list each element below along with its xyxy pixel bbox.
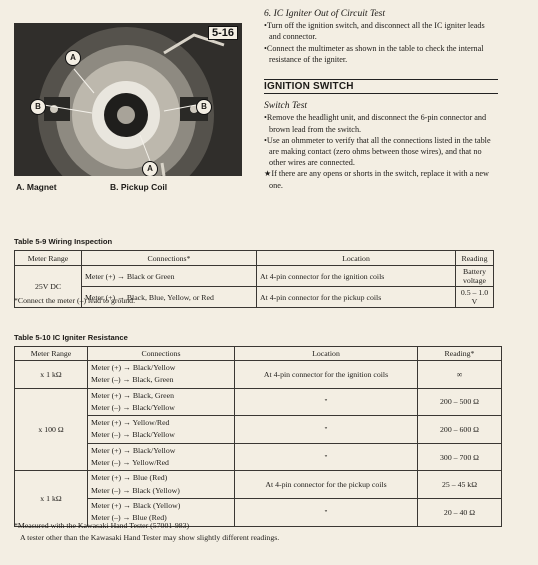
- table-row: [15, 361, 502, 389]
- connection-line: Meter (–) → Black/Yellow: [91, 430, 175, 440]
- table-5-10-note: *Measured with the Kawasaki Hand Tester (57001-983): [14, 521, 190, 530]
- cell-connection: [88, 416, 235, 444]
- step-bullet: •Turn off the ignition switch, and disconnect all the IC igniter leads and connector.: [264, 21, 485, 42]
- cell-reading: 200 – 600 Ω: [418, 416, 502, 444]
- table-5-10-note: A tester other than the Kawasaki Hand Tester may show slightly different readings.: [20, 533, 280, 542]
- cell-connection: [88, 388, 235, 416]
- header-location: Location: [257, 251, 456, 266]
- header-reading: Reading*: [418, 347, 502, 361]
- connection-line: Meter (+) → Yellow/Red: [91, 418, 170, 428]
- connection-line: Meter (–) → Blue (Red): [91, 513, 167, 523]
- cell-connection: Meter (+) → Black or Green: [82, 266, 257, 287]
- table-row: [15, 388, 502, 416]
- cell-connection: [88, 361, 235, 389]
- connection-line: Meter (–) → Black, Green: [91, 375, 174, 385]
- callout-b-left: B: [30, 99, 46, 115]
- bullet: •Remove the headlight unit, and disconnect the 6-pin connector and brown lead from the switch.: [264, 113, 487, 134]
- caption-pickup-coil: B. Pickup Coil: [110, 182, 168, 192]
- cell-meter-range: 25V DC: [15, 266, 82, 308]
- section-heading: IGNITION SWITCH: [264, 79, 498, 94]
- connection-line: Meter (–) → Black/Yellow: [91, 402, 175, 412]
- table-5-9-caption: Table 5-9 Wiring Inspection: [14, 237, 113, 246]
- table-header-row: [15, 251, 494, 266]
- connection-line: Meter (+) → Blue (Red): [91, 473, 168, 483]
- right-column: [264, 8, 498, 191]
- figure-number: 5-16: [208, 26, 238, 40]
- cell-reading: 0.5 – 1.0 V: [456, 287, 494, 308]
- table-header-row: [15, 347, 502, 361]
- connection-line: Meter (–) → Black (Yellow): [91, 485, 180, 495]
- cell-location: ": [235, 443, 418, 471]
- subsection-title: Switch Test: [264, 100, 308, 112]
- callout-a-bottom: A: [142, 161, 158, 176]
- bullet: ★If there are any opens or shorts in the switch, replace it with a new one.: [264, 169, 489, 190]
- cell-connection: [88, 471, 235, 499]
- cell-location: At 4-pin connector for the pickup coils: [235, 471, 418, 499]
- table-row: [15, 471, 502, 499]
- table-5-10-caption: Table 5-10 IC Igniter Resistance: [14, 333, 128, 342]
- cell-reading: ∞: [418, 361, 502, 389]
- connection-line: Meter (+) → Black (Yellow): [91, 500, 181, 510]
- header-location: Location: [235, 347, 418, 361]
- header-meter-range: Meter Range: [15, 251, 82, 266]
- cell-reading: 25 – 45 kΩ: [418, 471, 502, 499]
- cell-location: ": [235, 388, 418, 416]
- caption-magnet: A. Magnet: [16, 182, 57, 192]
- cell-location: At 4-pin connector for the ignition coils: [235, 361, 418, 389]
- header-reading: Reading: [456, 251, 494, 266]
- table-row: [15, 443, 502, 471]
- figure-photo: [14, 23, 242, 176]
- cell-meter-range: x 1 kΩ: [15, 471, 88, 526]
- cell-reading: 20 – 40 Ω: [418, 498, 502, 526]
- ic-igniter-resistance-table: [14, 346, 502, 527]
- cell-reading: Battery voltage: [456, 266, 494, 287]
- table-5-9-note: *Connect the meter (–) lead to ground.: [14, 296, 136, 305]
- bullet: •Use an ohmmeter to verify that all the connections listed in the table are making contact (zero ohms between those wires), and that no other wires are connected.: [264, 135, 491, 168]
- connection-line: Meter (–) → Yellow/Red: [91, 458, 169, 468]
- step-bullet: •Connect the multimeter as shown in the table to check the internal resistance of the igniter.: [264, 43, 484, 64]
- cell-location: At 4-pin connector for the pickup coils: [257, 287, 456, 308]
- callout-a-top: A: [65, 50, 81, 66]
- cell-reading: 200 – 500 Ω: [418, 388, 502, 416]
- connection-line: Meter (+) → Black, Green: [91, 390, 174, 400]
- header-connections: Connections: [88, 347, 235, 361]
- cell-location: At 4-pin connector for the ignition coils: [257, 266, 456, 287]
- connection-line: Meter (+) → Black/Yellow: [91, 445, 176, 455]
- cell-meter-range: x 100 Ω: [15, 388, 88, 471]
- cell-connection: [88, 443, 235, 471]
- cell-location: ": [235, 416, 418, 444]
- table-row: [15, 416, 502, 444]
- connection-line: Meter (+) → Black/Yellow: [91, 363, 176, 372]
- step-title: 6. IC Igniter Out of Circuit Test: [264, 8, 386, 19]
- cell-reading: 300 – 700 Ω: [418, 443, 502, 471]
- header-connections: Connections*: [82, 251, 257, 266]
- table-row: [15, 266, 494, 287]
- cell-location: ": [235, 498, 418, 526]
- header-meter-range: Meter Range: [15, 347, 88, 361]
- callout-b-right: B: [196, 99, 212, 115]
- cell-meter-range: x 1 kΩ: [15, 361, 88, 389]
- cell-connection: Meter (+) → Black, Blue, Yellow, or Red: [82, 287, 257, 308]
